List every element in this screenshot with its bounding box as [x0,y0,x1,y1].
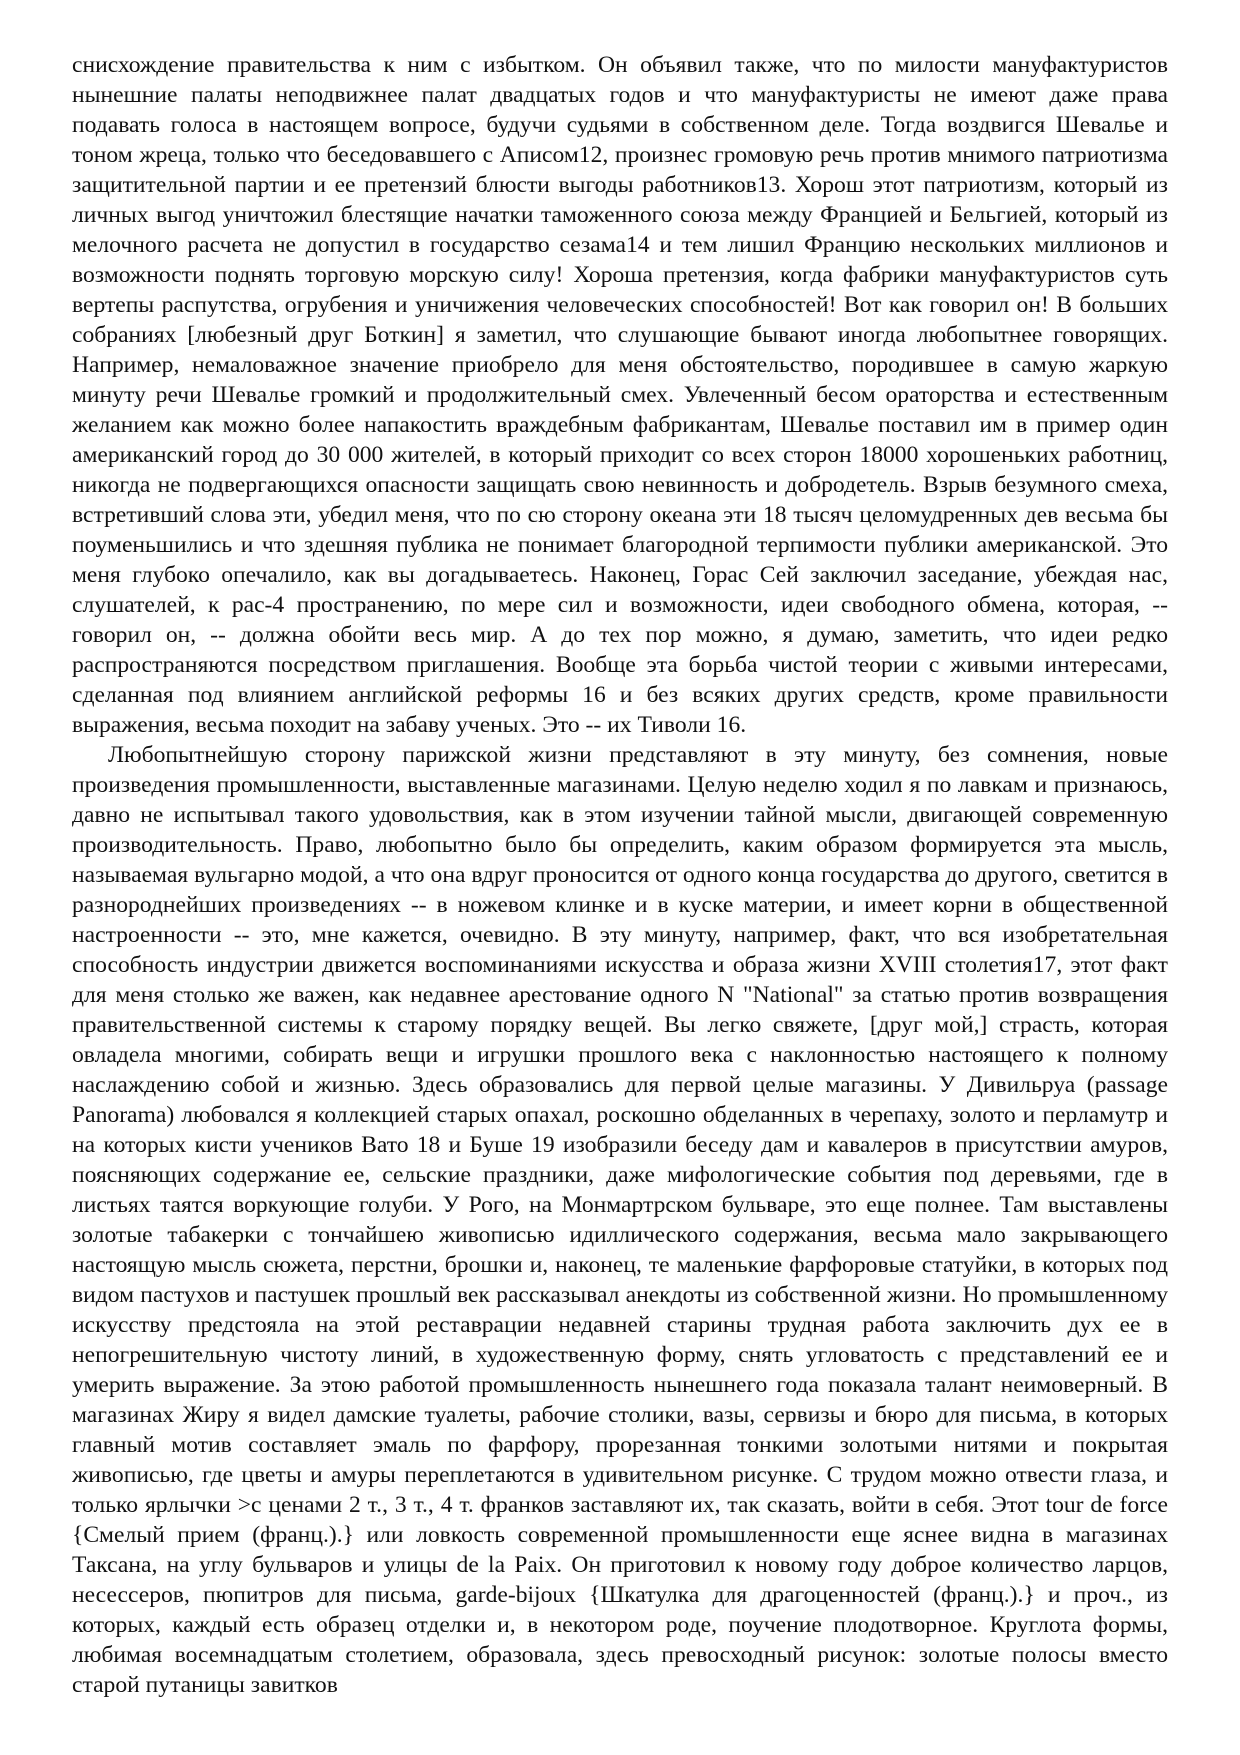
paragraph-1: снисхождение правительства к ним с избытком. Он объявил также, что по милости мануфактуристов нынешние палаты неподвижнее палат двадцатых годов и что мануфактуристы не имеют даже права подавать голоса в настоящем вопросе, будучи судьями в собственном деле. Тогда воздвигся Шевалье и тоном жреца, только что беседовавшего с Аписом12, произнес громовую речь против мнимого патриотизма защитительной партии и ее претензий блюсти выгоды работников13. Хорош этот патриотизм, который из личных выгод уничтожил блестящие начатки таможенного союза между Францией и Бельгией, который из мелочного расчета не допустил в государство сезама14 и тем лишил Францию нескольких миллионов и возможности поднять торговую морскую силу! Хороша претензия, когда фабрики мануфактуристов суть вертепы распутства, огрубения и уничижения человеческих способностей! Вот как говорил он! В больших собраниях [любезный друг Боткин] я заметил, что слушающие бывают иногда любопытнее говорящих. Например, немаловажное значение приобрело для меня обстоятельство, породившее в самую жаркую минуту речи Шевалье громкий и продолжительный смех. Увлеченный бесом ораторства и естественным желанием как можно более напакостить враждебным фабрикантам, Шевалье поставил им в пример один американский город до 30 000 жителей, в который приходит со всех сторон 18000 хорошеньких работниц, никогда не подвергающихся опасности защищать свою невинность и добродетель. Взрыв безумного смеха, встретивший слова эти, убедил меня, что по сю сторону океана эти 18 тысяч целомудренных дев весьма бы поуменьшились и что здешняя публика не понимает благородной терпимости публики американской. Это меня глубоко опечалило, как вы догадываетесь. Наконец, Горас Сей заключил заседание, убеждая нас, слушателей, к рас-4 пространению, по мере сил и возможности, идеи свободного обмена, которая, -- говорил он, -- должна обойти весь мир. А до тех пор можно, я думаю, заметить, что идеи редко распространяются посредством приглашения. Вообще эта борьба чистой теории с живыми интересами, сделанная под влиянием английской реформы 16 и без всяких других средств, кроме правильности выражения, весьма походит на забаву ученых. Это -- их Тиволи 16. [72,52,1168,738]
document-page [72,50,1168,1700]
paragraph-2: Любопытнейшую сторону парижской жизни представляют в эту минуту, без сомнения, новые произведения промышленности, выставленные магазинами. Целую неделю ходил я по лавкам и признаюсь, давно не испытывал такого удовольствия, как в этом изучении тайной мысли, двигающей современную производительность. Право, любопытно было бы определить, каким образом формируется эта мысль, называемая вульгарно модой, а что она вдруг проносится от одного конца государства до другого, светится в разнороднейших произведениях -- в ножевом клинке и в куске материи, и имеет корни в общественной настроенности -- это, мне кажется, очевидно. В эту минуту, например, факт, что вся изобретательная способность индустрии движется воспоминаниями искусства и образа жизни XVIII столетия17, этот факт для меня столько же важен, как недавнее арестование одного N "National" за статью против возвращения правительственной системы к старому порядку вещей. Вы легко свяжете, [друг мой,] страсть, которая овладела многими, собирать вещи и игрушки прошлого века с наклонностью настоящего к полному наслаждению собой и жизнью. Здесь образовались для первой целые магазины. У Дивильруа (passage Panorama) любовался я коллекцией старых опахал, роскошно обделанных в черепаху, золото и перламутр и на которых кисти учеников Вато 18 и Буше 19 изобразили беседу дам и кавалеров в присутствии амуров, поясняющих содержание ее, сельские праздники, даже мифологические события под деревьями, где в листьях таятся воркующие голуби. У Рого, на Монмартрском бульваре, это еще полнее. Там выставлены золотые табакерки с тончайшею живописью идиллического содержания, весьма мало закрывающего настоящую мысль сюжета, перстни, брошки и, наконец, те маленькие фарфоровые статуйки, в которых под видом пастухов и пастушек прошлый век рассказывал анекдоты из собственной жизни. Но промышленному искусству предстояла на этой реставрации недавней старины трудная работа заключить дух ее в непогрешительную чистоту линий, в художественную форму, снять угловатость с представлений ее и умерить выражение. За этою работой промышленность нынешнего года показала талант неимоверный. В магазинах Жиру я видел дамские туалеты, рабочие столики, вазы, сервизы и бюро для письма, в которых главный мотив составляет эмаль по фарфору, прорезанная тонкими золотыми нитями и покрытая живописью, где цветы и амуры переплетаются в удивительном рисунке. С трудом можно отвести глаза, и только ярлычки >с ценами 2 т., 3 т., 4 т. франков заставляют их, так сказать, войти в себя. Этот tour de force {Смелый прием (франц.).} или ловкость современной промышленности еще яснее видна в магазинах Таксана, на углу бульваров и улицы de la Paix. Он приготовил к новому году доброе количество ларцов, несессеров, пюпитров для письма, garde-bijoux {Шкатулка для драгоценностей (франц.).} и проч., из которых, каждый есть образец отделки и, в некотором роде, поучение плодотворное. Круглота формы, любимая восемнадцатым столетием, образовала, здесь превосходный рисунок: золотые полосы вместо старой путаницы завитков [72,742,1168,1698]
